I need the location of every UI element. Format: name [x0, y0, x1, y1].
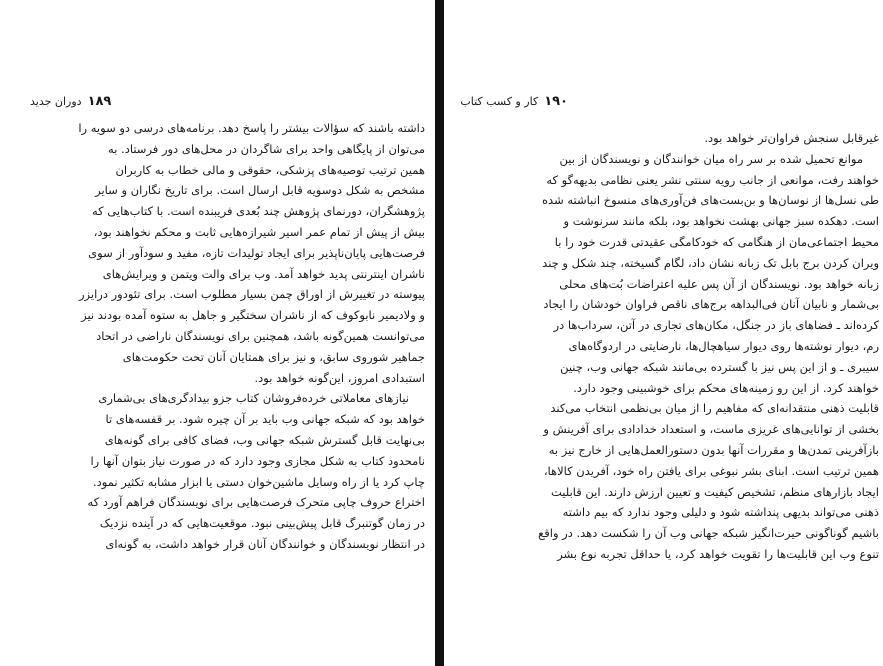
text-line: کرده‌اند ـ فضاهای باز در جنگل، مکان‌های تجاری در آتن، سرداب‌ها در [553, 318, 879, 333]
text-line: است. دهکده سبز جهانی بهشت نخواهد بود، بلکه مانند سرنوشت و [563, 214, 879, 229]
text-line: بیش از پیش از تمام عمر اسیر شیرازه‌هایی ثابت و محکم نخواهند بود، [93, 224, 425, 239]
right-page [444, 0, 883, 666]
text-line: می‌توانست همین‌گونه باشد، همچنین برای نویسندگان ناراضی در اتحاد [96, 328, 425, 343]
text-line: طی نسل‌ها از نوسان‌ها و بن‌بست‌های فن‌آوری‌های منسوخ انباشته شده [542, 193, 879, 208]
text-line: جماهیر شوروی سابق، و نیز برای همتایان آنان تحت حکومت‌های [122, 349, 425, 364]
text-line: ذهنی می‌تواند بدیهی پنداشته شود و دلیلی وجود ندارد که بیم داشته [562, 505, 879, 520]
text-line: سیبری ـ و از این پس نیز با گسترده بی‌مانند شبکه جهانی وب، چنین [560, 359, 879, 374]
right-page-header [460, 94, 568, 109]
text-line: و ولادیمیر نابوکوف که از ناشران سختگیر و جاهل به ستوه آمده بودند نیز [81, 308, 425, 323]
text-line: نامحدود کتاب به شکل مجازی وجود دارد که در صورت نیاز بتوان آنها را [90, 453, 425, 468]
page-number: ۱۸۹ [87, 94, 112, 109]
book-spine-divider [435, 0, 444, 666]
text-line: در انتظار نویسندگان و خوانندگان آنان قرار خواهد داشت، به گونه‌ای [105, 536, 425, 551]
text-line: تنوع وب این قابلیت‌ها را تقویت خواهد کرد، یا حداقل تجربه نوع بشر [557, 546, 879, 561]
text-line: بی‌نهایت قابل گسترش شبکه جهانی وب، فضای کافی برای گونه‌های [104, 432, 425, 447]
text-line: همین ترتیب توصیه‌های پزشکی، حقوقی و مالی خطاب به کاربران [115, 162, 425, 177]
text-line: چاپ کرد یا از راه وسایل ماشین‌خوان دستی یا ابزار مشابه تکثیر نمود. [93, 474, 425, 489]
text-line: اختراع حروف چاپی متحرک فرصت‌هایی برای نویسندگان فراهم آورد که [87, 495, 425, 510]
text-line: همین ترتیب است. ابنای بشر نبوغی برای یافتن راه خود، آفریدن کالاها، [543, 463, 879, 478]
text-line: خواهند رفت، موانعی از جانب رویه سنتی نشر یعنی نظامی بدیهه‌گو که [546, 172, 879, 187]
text-line: باشیم گوناگونی حیرت‌انگیز شبکه جهانی وب آن را شکست دهد. در واقع [538, 526, 879, 541]
text-line: ایجاد بازارهای منظم، تشخیص کیفیت و تعیین ارزش دارند. این قابلیت [551, 484, 879, 499]
text-line: در زمان گوتنبرگ قابل پیش‌بینی نبود. موقعیت‌هایی که در آینده نزدیک [99, 516, 425, 531]
left-page-body [30, 118, 425, 555]
text-line: بخشی از توانایی‌های غریزی ماست، و استعداد خدادادی برای آفرینش و [543, 422, 879, 437]
text-line: نیازهای معاملاتی خرده‌فروشان کتاب جزو بیدادگری‌های بی‌شماری [98, 391, 409, 406]
text-line: غیرقابل سنجش فراوان‌تر خواهد بود. [704, 131, 879, 145]
text-line: محیط اجتماعی‌مان از هنگامی که خودکامگی عقیدتی قدرت خود را با [554, 234, 879, 249]
text-line: بی‌شمار و نابیان آنان فی‌البداهه برج‌های ناقص فراوان خودشان را ایجاد [543, 297, 879, 312]
running-head: کار و کسب کتاب [460, 95, 539, 108]
text-line: موانع تحمیل شده بر سر راه میان خوانندگان و نویسندگان از بین [559, 151, 863, 166]
text-line: فرصت‌هایی پایان‌ناپذیر برای ایجاد تولیدات تازه، مفید و سودآور از سوی [88, 245, 425, 260]
text-line: خواهد بود که شبکه جهانی وب باید بر آن چیره شود. بر قفسه‌های تا [105, 412, 425, 427]
page-number: ۱۹۰ [544, 94, 568, 109]
left-page-header [30, 94, 111, 109]
text-line: ویران کردن برج بابل تک زبانه نشان داد، لگام گسیخته، چند شکل و چند [542, 255, 879, 270]
text-line: پژوهشگران، دورنمای پژوهش چند بُعدی فریبنده است. با کتاب‌هایی که [92, 204, 425, 219]
text-line: قابلیت ذهنی منتقدانه‌ای که مفاهیم را از میان بی‌نظمی انتخاب می‌کند [550, 401, 879, 416]
text-line: خواهند کرد. از این رو زمینه‌های محکم برای خوشبینی وجود دارد. [573, 380, 879, 395]
running-head: دوران جدید [30, 95, 82, 108]
text-line: بازآفرینی تمدن‌ها و مقررات آنها بدون دستورالعمل‌هایی از خارج نیز به [548, 442, 879, 457]
text-line: داشته باشند که سؤالات بیشتر را پاسخ دهد. برنامه‌های درسی دو سویه را [78, 121, 425, 135]
text-line: ناشران اینترنتی پدید خواهد آمد. وب برای والت ویتمن و ویرایش‌های [102, 266, 425, 281]
left-page [0, 0, 435, 666]
text-line: پیوسته در تغییرش از اوراق چمن بسیار مطلوب است. برای تئودور درایزر [78, 287, 425, 302]
text-line: رم، دیوار نوشته‌ها روی دیوار سیاهچال‌ها، نارضایتی در اردوگاه‌های [568, 338, 879, 353]
text-line: زبانه خواهد بود. نویسندگان از آن پس علیه اعتراضات بُت‌های محلی [559, 276, 879, 291]
text-line: استبدادی امروز، این‌گونه خواهد بود. [254, 370, 425, 385]
text-line: مشخص به شکل دوسویه قابل ارسال است. برای تاریخ نگاران و سایر [95, 183, 425, 198]
right-page-body [459, 128, 879, 565]
text-line: می‌توان از پایگاهی واحد برای شاگردان در محل‌های دور فرستاد. به [108, 141, 425, 156]
